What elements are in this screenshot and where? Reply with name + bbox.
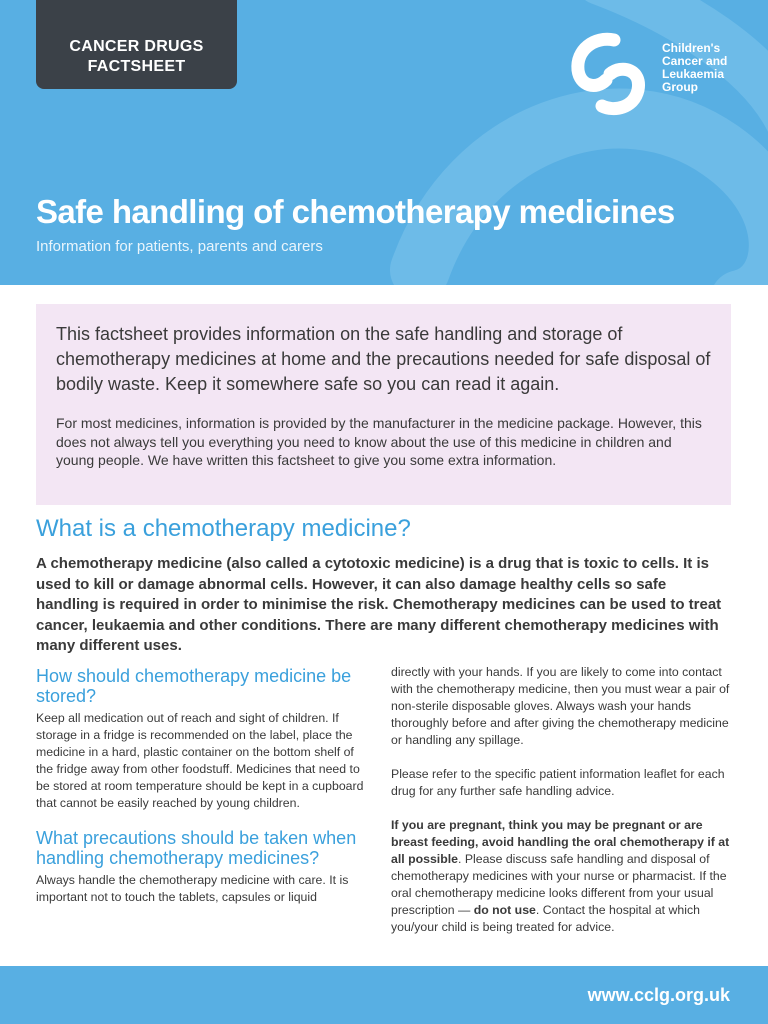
heading-storage: How should chemotherapy medicine be stored? (36, 666, 352, 706)
header-banner (0, 0, 768, 285)
logo-line-1: Children's (662, 41, 721, 55)
page-subtitle: Information for patients, parents and carers (36, 238, 323, 255)
left-column (36, 666, 366, 906)
logo-line-3: Leukaemia (662, 67, 725, 81)
factsheet-tag (36, 0, 237, 89)
text-precautions: Always handle the chemotherapy medicine with care. It is important not to touch the tablets, capsules or liquid (36, 873, 349, 904)
text-leaflet-advice: Please refer to the specific patient information leaflet for each drug for any further safe handling advice. (391, 767, 725, 798)
intro-lead: This factsheet provides information on the safe handling and storage of chemotherapy medicines at home and the precautions needed for safe disposal of bodily waste. Keep it somewhere safe so you can read it again. (56, 324, 711, 394)
text-storage: Keep all medication out of reach and sight of children. If storage in a fridge is recommended on the label, place the medicine in a hard, plastic container on the bottom shelf of the fridge away from other foodstuff. Medicines that need to be stored at room temperature should be kept in a cupboard that cannot be easily reached by young children. (36, 711, 364, 810)
text-precautions-continued: directly with your hands. If you are likely to come into contact with the chemotherapy medicine, then you must wear a pair of non-sterile disposable gloves. Always wash your hands thoroughly before and after giving the chemotherapy medicine or handling any spillage. (391, 665, 730, 747)
tag-line-1: CANCER DRUGS (69, 38, 204, 55)
logo-line-2: Cancer and (662, 54, 728, 68)
tag-line-2: FACTSHEET (87, 58, 186, 75)
do-not-use-bold: do not use (473, 903, 536, 917)
text-pregnancy-advice (391, 817, 736, 936)
website-link[interactable]: www.cclg.org.uk (587, 985, 730, 1005)
right-column (391, 664, 736, 936)
logo-line-4: Group (662, 80, 698, 94)
intro-box (36, 304, 731, 505)
logo-text (662, 42, 762, 94)
section-text-what-is: A chemotherapy medicine (also called a cytotoxic medicine) is a drug that is toxic to cells. It is used to kill or damage abnormal cells. However, it can also damage healthy cells so safe handling is required in order to minimise the risk. Chemotherapy medicines can be used to treat cancer, leukaemia and other conditions. There are many different chemotherapy medicines with many different uses. (36, 555, 722, 654)
intro-body: For most medicines, information is provided by the manufacturer in the medicine package. However, this does not always tell you everything you need to know about the use of this medicine in children and young people. We have written this factsheet to give you some extra information. (56, 415, 702, 468)
heading-precautions: What precautions should be taken when handling chemotherapy medicines? (36, 828, 357, 868)
pregnancy-warning-bold: If you are pregnant, think you may be pregnant or are breast feeding, avoid handling the oral chemotherapy if at all possible (391, 818, 730, 866)
pregnancy-advice-text: . Please discuss safe handling and disposal of chemotherapy medicines with your nurse or pharmacist. If the oral chemotherapy medicine looks different from your usual prescription — (391, 852, 727, 917)
page-title: Safe handling of chemotherapy medicines (36, 193, 675, 230)
cclg-logo (564, 28, 764, 118)
cclg-logo-icon (564, 28, 656, 118)
section-heading-what-is: What is a chemotherapy medicine? (36, 515, 411, 542)
contact-hospital-text: . Contact the hospital at which you/your child is being treated for advice. (391, 903, 700, 934)
footer-bar (0, 966, 768, 1024)
